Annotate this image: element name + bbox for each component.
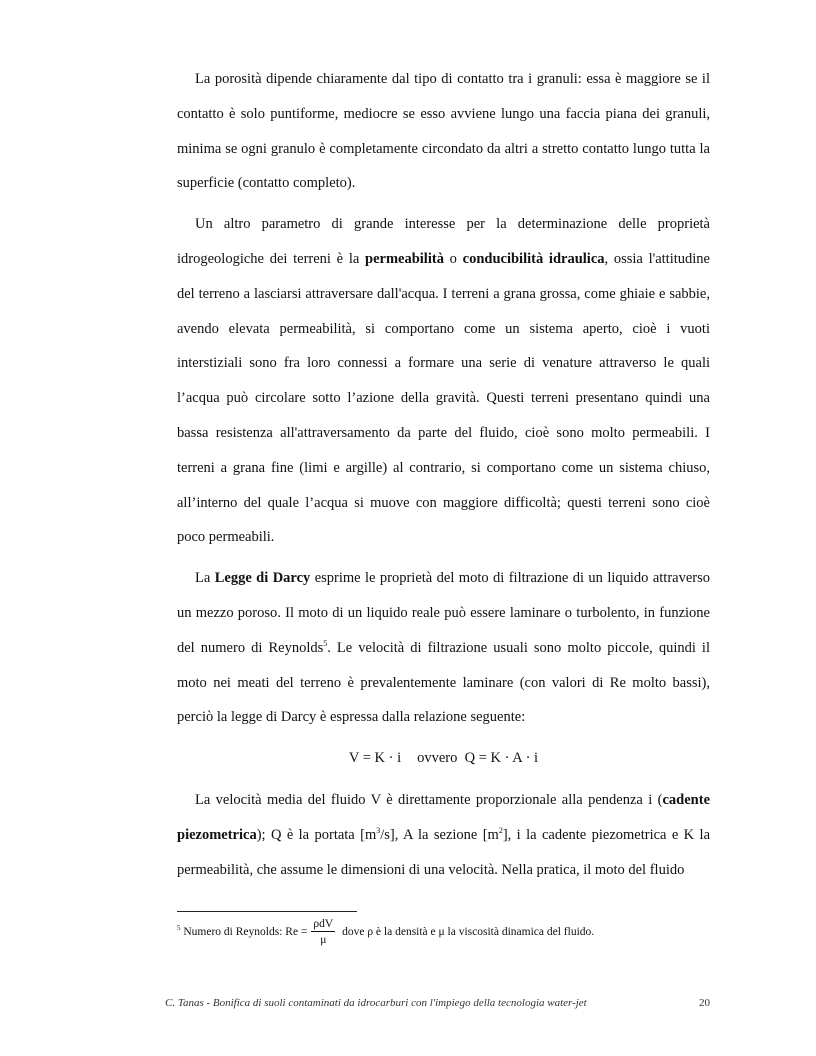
footnote-number: 5 bbox=[177, 924, 181, 933]
footnote-text: dove ρ è la densità e μ la viscosità dinamica del fluido. bbox=[342, 926, 595, 939]
term-conducibilita: conducibilità idraulica bbox=[462, 250, 605, 267]
fraction-denominator: μ bbox=[320, 934, 327, 946]
fraction-numerator: ρdV bbox=[313, 918, 334, 930]
footnote-separator bbox=[177, 911, 357, 912]
paragraph-velocity: La velocità media del fluido V è direttamente proporzionale alla pendenza i (cadente piezometrica); Q è la portata $[m^3/s]$, A la sezione $[m^2]$, i la cadente piezometrica e K la permeabilità, che assume le dimensioni di una velocità. Nella pratica, il moto del fluido bbox=[177, 792, 711, 878]
term-permeabilita: permeabilità bbox=[365, 250, 444, 267]
paragraph-darcy: La Legge di Darcy esprime le proprietà del moto di filtrazione di un liquido attraverso un mezzo poroso. Il moto di un liquido reale può essere laminare o turbolento, in funzione del numero di Reynolds$^5$. Le velocità di filtrazione usuali sono molto piccole, quindi il moto nei meati del terreno è prevalentemente laminare (con valori di Re molto bassi), perciò la legge di Darcy è espressa dalla relazione seguente: bbox=[177, 570, 711, 726]
footnote-ref[interactable]: 5 bbox=[323, 638, 328, 648]
page-number: 20 bbox=[699, 997, 710, 1009]
footer-text: C. Tanas - Bonifica di suoli contaminati da idrocarburi con l'impiego della tecnologia water-jet bbox=[165, 997, 587, 1009]
footnote bbox=[177, 917, 717, 948]
paragraph-porosity: La porosità dipende chiaramente dal tipo di contatto tra i granuli: essa è maggiore se il contatto è solo puntiforme, mediocre se esso avviene lungo una faccia piana dei granuli, minima se ogni granulo è completamente circondato da altri a stretto contatto lungo tutta la superficie (contatto completo). bbox=[177, 71, 710, 192]
term-legge-darcy: Legge di Darcy bbox=[214, 570, 311, 587]
page-body bbox=[177, 62, 710, 894]
reynolds-fraction bbox=[311, 917, 335, 948]
paragraph-permeability: Un altro parametro di grande interesse per la determinazione delle proprietà idrogeologiche dei terreni è la permeabilità o conducibilità idraulica, ossia l'attitudine del terreno a lasciarsi attraversare dall'acqua. I terreni a grana grossa, come ghiaie e sabbie, avendo elevata permeabilità, si comportano come un sistema aperto, cioè i vuoti interstiziali sono fra loro connessi a formare una serie di venature attraverso le quali l’acqua può circolare sotto l’azione della gravità. Questi terreni presentano quindi una bassa resistenza all'attraversamento da parte del fluido, cioè sono molto permeabili. I terreni a grana fine (limi e argille) al contrario, si comportano come un sistema chiuso, all’interno del quale l’acqua si muove con maggiore difficoltà; questi terreni sono cioè poco permeabili. bbox=[177, 216, 710, 546]
page-footer bbox=[165, 997, 710, 1009]
footnote-label: Numero di Reynolds: bbox=[183, 926, 283, 939]
darcy-formula: V = K · i ovvero Q = K · A · i bbox=[348, 750, 539, 767]
reynolds-re: Re = bbox=[285, 926, 308, 939]
term-cadente: cadente piezometrica bbox=[177, 792, 710, 843]
